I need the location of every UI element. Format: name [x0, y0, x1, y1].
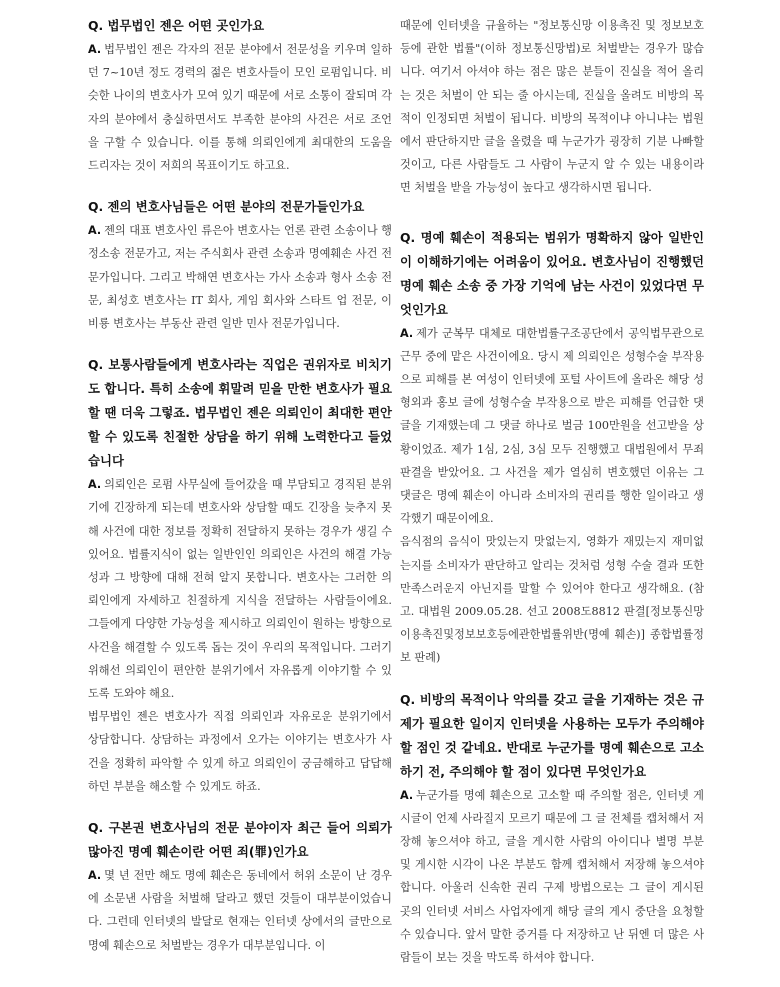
answer-lead: A. — [88, 478, 102, 492]
answer — [400, 784, 704, 970]
answer-paragraph: 법무법인 젠은 변호사가 직접 의뢰인과 자유로운 분위기에서 상담합니다. 상담하는 과정에서 오가는 이야기는 변호사가 사건을 정확히 파악할 수 있게 하고 의뢰인이 궁금해하고 답답해하던 부분을 해소할 수 있게도 하죠. — [88, 710, 392, 793]
answer-text: 젠의 대표 변호사인 류은아 변호사는 언론 관련 소송이나 행정소송 전문가고, 저는 주식회사 관련 소송과 명예훼손 사건 전문가입니다. 그리고 박해연 변호사는 가사 소송과 형사 소송 전문, 최성호 변호사는 IT 회사, 게임 회사와 스타트 업 전문, 이비룡 변호사는 부동산 관련 일반 민사 전문가입니다. — [88, 224, 392, 331]
qa-block-6 — [400, 688, 704, 970]
qa-block-5 — [400, 226, 704, 670]
answer — [88, 473, 392, 705]
answer-lead: A. — [88, 224, 102, 238]
answer-text: 의뢰인은 로펌 사무실에 들어갔을 때 부담되고 경직된 분위기에 긴장하게 되는데 변호사와 상담할 때도 긴장을 늦추지 못해 사건에 대한 정보를 정확히 전달하지 못하는 경우가 생길 수 있어요. 법률지식이 없는 일반인인 의뢰인은 사건의 해결 가능성과 그 방향에 대해 전혀 알지 못합니다. 변호사는 그러한 의뢰인에게 자세하고 친절하게 지식을 전달하는 사람들이에요. 그들에게 다양한 가능성을 제시하고 의뢰인이 원하는 방향으로 사건을 해결할 수 있도록 돕는 것이 우리의 목적입니다. 그러기 위해선 의뢰인이 편안한 분위기에서 자유롭게 이야기할 수 있도록 도와야 해요. — [88, 478, 392, 701]
question: Q. 법무법인 젠은 어떤 곳인가요 — [88, 18, 265, 33]
answer-continuation: 때문에 인터넷을 규율하는 "정보통신망 이용촉진 및 정보보호 등에 관한 법률"(이하 정보통신망법)로 처벌받는 경우가 많습니다. 여기서 아셔야 하는 점은 많은 분들이 진실을 적어 올리는 것은 처벌이 안 되는 줄 아시는데, 진실을 올려도 비방의 목적이 인정되면 처벌이 됩니다. 비방의 목적이냐 아니냐는 법원에서 판단하지만 글을 올렸을 때 누군가가 굉장히 기분 나빠할 것이고, 다른 사람들도 그 사람이 누군지 알 수 있는 내용이라면 처벌을 받을 가능성이 높다고 생각하시면 됩니다. — [400, 19, 704, 195]
question: Q. 비방의 목적이나 악의를 갖고 글을 기재하는 것은 규제가 필요한 일이지 인터넷을 사용하는 모두가 주의해야 할 점인 것 같네요. 반대로 누군가를 명예 훼손으로 고소하기 전, 주의해야 할 점이 있다면 무엇인가요 — [400, 691, 704, 779]
question: Q. 구본권 변호사님의 전문 분야이자 최근 들어 의뢰가 많아진 명예 훼손이란 어떤 죄(罪)인가요 — [88, 820, 392, 860]
answer-text: 법무법인 젠은 각자의 전문 분야에서 전문성을 키우며 일하던 7~10년 정도 경력의 젊은 변호사들이 모인 로펌입니다. 비슷한 나이의 변호사가 모여 있기 때문에 서로 소통이 잘되며 각자의 분야에서 충실하면서도 부족한 분야의 사건은 서로 조언을 구할 수 있습니다. 이를 통해 의뢰인에게 최대한의 도움을 드리자는 것이 저희의 목표이기도 하고요. — [88, 43, 392, 173]
qa-block-1 — [88, 14, 392, 177]
answer-lead: A. — [400, 788, 414, 802]
answer — [88, 864, 392, 957]
qa-block-2 — [88, 195, 392, 335]
answer — [400, 322, 704, 531]
left-column — [88, 14, 392, 975]
answer-lead: A. — [400, 326, 414, 340]
answer-paragraph: 음식점의 음식이 맛있는지 맛없는지, 영화가 재밌는지 재미없는지를 소비자가 판단하고 알리는 것처럼 성형 수술 결과 또한 만족스러운지 아닌지를 말할 수 있어야 한다고 생각해요. (참고. 대법원 2009.05.28. 선고 2008도8812 판결[정보통신망이용촉진및정보보호등에관한법률위반(명예 훼손)] 종합법률정보 판례) — [400, 535, 704, 665]
answer-lead: A. — [88, 869, 102, 883]
answer-text: 누군가를 명예 훼손으로 고소할 때 주의할 점은, 인터넷 게시글이 언제 사라질지 모르기 때문에 그 글 전체를 캡처해서 저장해 놓으셔야 하고, 글을 게시한 사람의 아이디나 별명 부분 및 게시한 시각이 나온 부분도 함께 캡처해서 저장해 놓으셔야 합니다. 아울러 신속한 권리 구제 방법으로는 그 글이 게시된 곳의 인터넷 서비스 사업자에게 해당 글의 게시 중단을 요청할 수 있습니다. 앞서 말한 증거를 다 저장하고 난 뒤엔 더 많은 사람들이 보는 것을 막도록 하셔야 합니다. — [400, 788, 704, 965]
question: Q. 젠의 변호사님들은 어떤 분야의 전문가들인가요 — [88, 199, 365, 215]
right-column — [400, 14, 704, 987]
question: Q. 명예 훼손이 적용되는 범위가 명확하지 않아 일반인이 이해하기에는 어려움이 있어요. 변호사님이 진행했던 명예 훼손 소송 중 가장 기억에 남는 사건이 있었다면 무엇인가요 — [400, 229, 704, 317]
answer — [88, 38, 392, 177]
answer-text: 제가 군복무 대체로 대한법률구조공단에서 공익법무관으로 근무 중에 맡은 사건이에요. 당시 제 의뢰인은 성형수술 부작용으로 피해를 본 여성이 인터넷에 포털 사이트에 올라온 해당 성형외과 홍보 글에 성형수술 부작용으로 받은 피해를 언급한 댓글을 기재했는데 그 댓글 하나로 벌금 100만원을 선고받을 상황이었죠. 제가 1심, 2심, 3심 모두 진행했고 대법원에서 무죄 판결을 받았어요. 그 사건을 제가 열심히 변호했던 이유는 그 댓글은 명예 훼손이 아니라 소비자의 권리를 행한 일이라고 생각했기 때문이에요. — [400, 326, 704, 526]
qa-block-3 — [88, 353, 392, 798]
qa-block-4 — [88, 816, 392, 957]
answer-text: 몇 년 전만 해도 명예 훼손은 동네에서 허위 소문이 난 경우에 소문낸 사람을 처벌해 달라고 했던 것들이 대부분이었습니다. 그런데 인터넷의 발달로 현재는 인터넷 상에서의 글만으로 명예 훼손으로 처벌받는 경우가 대부분입니다. 이 — [88, 869, 392, 952]
answer — [88, 219, 392, 335]
answer-lead: A. — [88, 43, 102, 56]
question: Q. 보통사람들에게 변호사라는 직업은 권위자로 비치기도 합니다. 특히 소송에 휘말려 믿을 만한 변호사가 필요할 땐 더욱 그렇죠. 법무법인 젠은 의뢰인이 최대한 편안할 수 있도록 친절한 상담을 하기 위해 노력한다고 들었습니다 — [88, 357, 392, 469]
